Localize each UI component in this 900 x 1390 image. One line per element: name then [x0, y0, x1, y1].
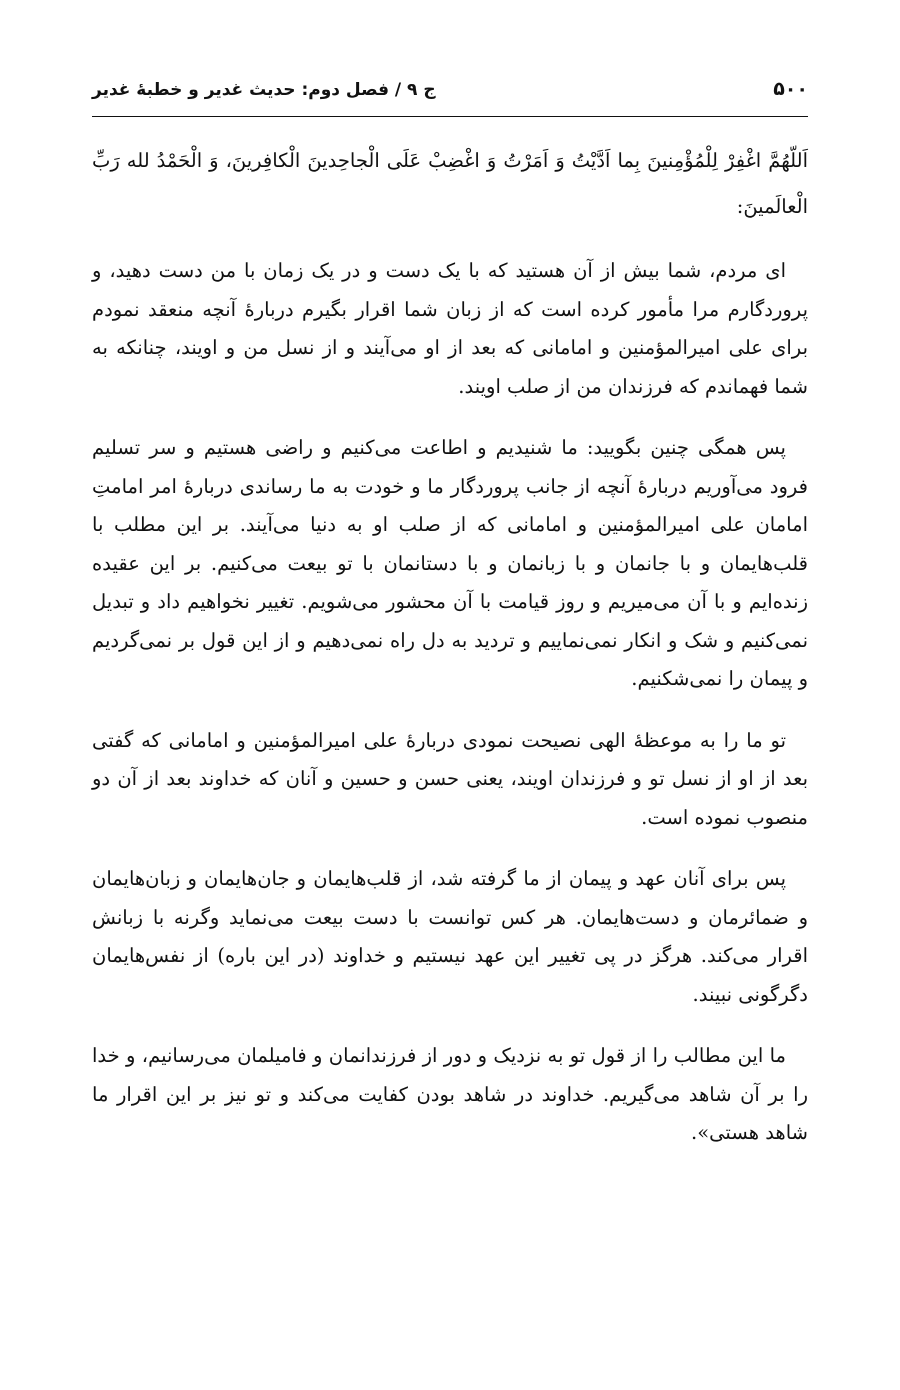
paragraph: پس همگی چنین بگویید: ما شنیدیم و اطاعت می‌کنیم و راضی هستیم و سر تسلیم فرود می‌آوریم دربارهٔ آنچه از جانب پروردگار ما و خودت به ما رساندی دربارهٔ امر امامتِ امامان علی امیرالمؤمنین و امامانی که از صلب او به دنیا می‌آیند. بر این مطلب با قلب‌هایمان و با جانمان و با زبانمان و با دستانمان با تو بیعت می‌کنیم. بر این عقیده زنده‌ایم و با آن می‌میریم و روز قیامت با آن محشور می‌شویم. تغییر نخواهیم داد و تبدیل نمی‌کنیم و شک و انکار نمی‌نماییم و تردید به دل راه نمی‌دهیم و از این قول بر نمی‌گردیم و پیمان را نمی‌شکنیم.	[92, 436, 808, 690]
paragraph: پس برای آنان عهد و پیمان از ما گرفته شد، از قلب‌هایمان و جان‌هایمان و زبان‌هایمان و ضمائرمان و دست‌هایمان. هر کس توانست با دست بیعت می‌نماید وگرنه با زبانش اقرار می‌کند. هرگز در پی تغییر این عهد نیستیم و خداوند (در این باره) از نفس‌هایمان دگرگونی نبیند.	[92, 867, 808, 1006]
paragraph: ای مردم، شما بیش از آن هستید که با یک دست و در یک زمان با من دست دهید، و پروردگارم مرا مأمور کرده است که از زبان شما اقرار بگیرم دربارهٔ آنچه منعقد نمودم برای علی امیرالمؤمنین و امامانی که بعد از او می‌آیند و از نسل من و اویند، چنانکه به شما فهماندم که فرزندان من از صلب اویند.	[92, 259, 808, 398]
page-body	[92, 138, 808, 1176]
page-header	[92, 72, 808, 117]
paragraph: تو ما را به موعظهٔ الهی نصیحت نمودی دربارهٔ علی امیرالمؤمنین و امامانی که گفتی بعد از او از نسل تو و فرزندان اویند، یعنی حسن و حسین و آنان که خداوند بعد از آن دو منصوب نموده است.	[92, 728, 808, 829]
arabic-prayer: اَللّهُمَّ اغْفِرْ لِلْمُؤْمِنینَ بِما اَدَّیْتُ وَ اَمَرْتُ وَ اغْضِبْ عَلَی الْجاحِدینَ الْکافِرینَ، وَ الْحَمْدُ لله رَبِّ الْعالَمینَ:	[92, 149, 808, 218]
page-number: ۵۰۰	[773, 78, 808, 100]
running-title: ج ۹ / فصل دوم: حدیث غدیر و خطبهٔ غدیر	[92, 80, 436, 100]
paragraph: ما این مطالب را از قول تو به نزدیک و دور از فرزندانمان و فامیلمان می‌رسانیم، و خدا را بر آن شاهد می‌گیریم. خداوند در شاهد بودن کفایت می‌کند و تو نیز بر این اقرار ما شاهد هستی».	[92, 1044, 808, 1144]
